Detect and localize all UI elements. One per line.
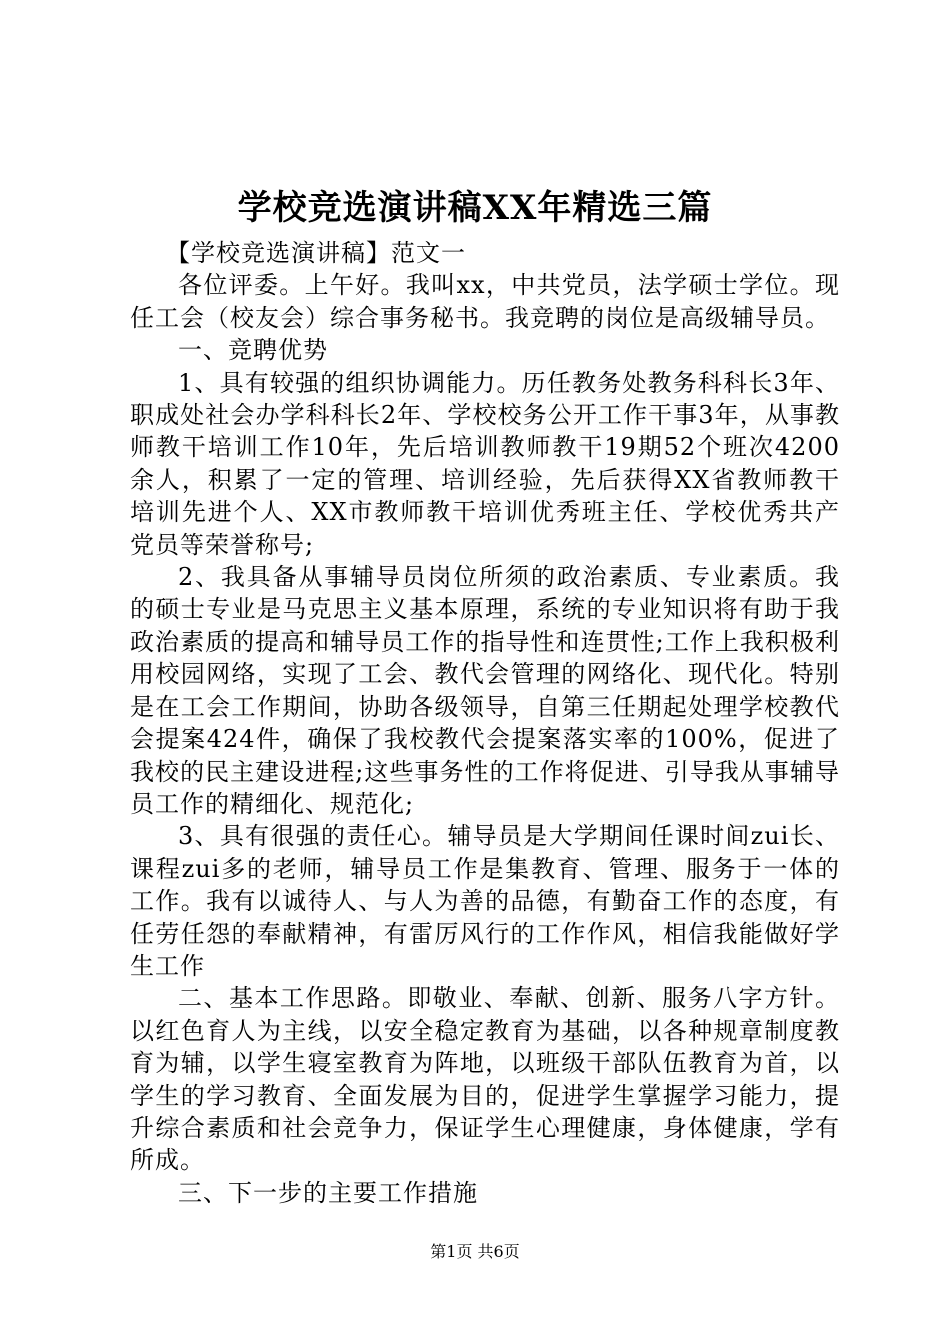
document-title: 学校竞选演讲稿XX年精选三篇: [237, 188, 713, 228]
section-heading-fanwen: 【学校竞选演讲稿】范文一: [166, 239, 466, 267]
section-heading-advantages: 一、竞聘优势: [178, 336, 328, 365]
paragraph-intro: 各位评委。上午好。我叫xx，中共党员，法学硕士学位。现任工会（校友会）综合事务秘书。我竞聘的岗位是高级辅导员。: [130, 271, 840, 332]
paragraph-advantage-2: 2、我具备从事辅导员岗位所须的政治素质、专业素质。我的硕士专业是马克思主义基本原理，系统的专业知识将有助于我政治素质的提高和辅导员工作的指导性和连贯性;工作上我积极利用校园网络，实现了工会、教代会管理的网络化、现代化。特别是在工会工作期间，协助各级领导，自第三任期起处理学校教代会提案424件，确保了我校教代会提案落实率的100%，促进了我校的民主建设进程;这些事务性的工作将促进、引导我从事辅导员工作的精细化、规范化;: [130, 563, 840, 818]
document-body: [130, 237, 840, 1209]
section-heading-next-steps: 三、下一步的主要工作措施: [178, 1178, 478, 1207]
paragraph-advantage-3: 3、具有很强的责任心。辅导员是大学期间任课时间zui长、课程zui多的老师，辅导员工作是集教育、管理、服务于一体的工作。我有以诚待人、与人为善的品德，有勤奋工作的态度，有任劳任怨的奉献精神，有雷厉风行的工作作风，相信我能做好学生工作: [130, 822, 840, 980]
paragraph-work-approach: 二、基本工作思路。即敬业、奉献、创新、服务八字方针。以红色育人为主线，以安全稳定教育为基础，以各种规章制度教育为辅，以学生寝室教育为阵地，以班级干部队伍教育为首，以学生的学习教育、全面发展为目的，促进学生掌握学习能力，提升综合素质和社会竞争力，保证学生心理健康，身体健康，学有所成。: [130, 984, 840, 1175]
paragraph-advantage-1: 1、具有较强的组织协调能力。历任教务处教务科科长3年、职成处社会办学科科长2年、学校校务公开工作干事3年，从事教师教干培训工作10年，先后培训教师教干19期52个班次4200余人，积累了一定的管理、培训经验，先后获得XX省教师教干培训先进个人、XX市教师教干培训优秀班主任、学校优秀共产党员等荣誉称号;: [130, 368, 840, 559]
page-number-footer: 第1页 共6页: [430, 1242, 520, 1261]
